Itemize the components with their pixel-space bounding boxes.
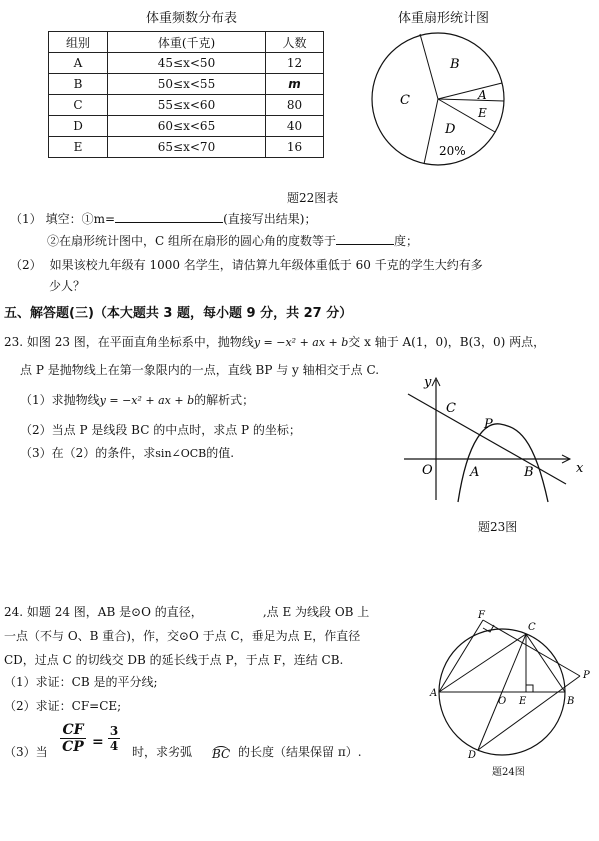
cell-group: D	[49, 116, 108, 137]
header-group: 组别	[49, 32, 108, 53]
pie-divider	[424, 99, 438, 164]
q23-line1b: 交 x 轴于 A(1，0)，B(3，0) 两点，	[348, 335, 546, 349]
q24-s3b: 时，求劣弧	[132, 745, 193, 759]
fraction-val-num: 3	[109, 724, 119, 738]
frequency-table	[48, 31, 324, 158]
label-f: F	[478, 610, 485, 621]
pie-label-e: E	[478, 106, 487, 120]
label-e: E	[519, 696, 527, 707]
q23-sub1	[20, 390, 254, 411]
q24-line1	[4, 602, 369, 622]
q23-s3-expr: sin∠OCB	[155, 447, 207, 460]
fig24-diagram	[428, 606, 596, 768]
pie-divider	[438, 99, 504, 101]
label-d: D	[468, 750, 477, 761]
header-count: 人数	[266, 32, 324, 53]
fraction-num: CF	[62, 722, 84, 738]
q24-sub2: （2）求证：CF=CE;	[4, 699, 122, 713]
table-row	[49, 95, 324, 116]
pie-label-d: D	[445, 122, 456, 137]
q24-line3: CD，过点 C 的切线交 DB 的延长线于点 P，于点 F，连结 CB.	[4, 653, 344, 667]
cell-group: B	[49, 74, 108, 95]
cell-count: 12	[266, 53, 324, 74]
pie-divider	[420, 34, 438, 99]
q22-num2: （2）	[10, 258, 42, 272]
q23-s3b: 的值.	[206, 446, 235, 460]
pie-divider	[438, 83, 502, 99]
q24-s3a: （3）当	[4, 745, 48, 759]
q24-line1a: 24. 如题 24 图，AB 是⊙O 的直径，	[4, 605, 203, 619]
q23-s1-formula: y = −x² + ax + b	[99, 394, 195, 407]
pie-chart	[360, 28, 520, 178]
table-row	[49, 116, 324, 137]
q23-sub3	[20, 443, 234, 464]
cell-group: A	[49, 53, 108, 74]
fraction-val-den: 4	[109, 739, 119, 753]
q24-line2: 一点（不与 O、B 重合)，作，交⊙O 于点 C，垂足为点 E，作直径	[4, 629, 361, 643]
q24-line1b: ,点 E 为线段 OB 上	[262, 605, 370, 619]
segment-ac	[439, 634, 526, 692]
q22-p2-line2: 少人？	[49, 279, 86, 293]
q24-s3c: 的长度（结果保留 π）.	[238, 745, 362, 759]
cell-count: m	[266, 74, 324, 95]
table-title: 体重频数分布表	[146, 11, 238, 26]
label-b: B	[524, 465, 534, 480]
pie-label-c: C	[400, 93, 410, 108]
q23-line1a: 23. 如图 23 图，在平面直角坐标系中，抛物线	[4, 335, 254, 349]
q24-sub1: （1）求证：CB 是的平分线;	[4, 675, 158, 689]
q22-part1b	[47, 231, 418, 251]
cell-count: 80	[266, 95, 324, 116]
answer-blank-m	[115, 210, 223, 223]
q22-part2	[10, 255, 483, 275]
cell-range: 55≤x<60	[108, 95, 266, 116]
label-p: P	[583, 670, 590, 681]
q22-p1b-tail: 度；	[394, 234, 419, 248]
fraction-eq: =	[92, 734, 104, 750]
q22-p1b-text: ②在扇形统计图中，C 组所在扇形的圆心角的度数等于	[47, 234, 336, 248]
cell-group: E	[49, 137, 108, 158]
q23-s3a: （3）在（2）的条件，求	[20, 446, 156, 460]
fig24-caption: 题24图	[492, 767, 525, 778]
right-angle-e	[526, 685, 533, 692]
header-weight: 体重(千克)	[108, 32, 266, 53]
pie-title: 体重扇形统计图	[398, 11, 490, 26]
cell-count: 16	[266, 137, 324, 158]
cell-range: 45≤x<50	[108, 53, 266, 74]
fraction-den: CP	[60, 738, 86, 755]
q23-sub2: （2）当点 P 是线段 BC 的中点时，求点 P 的坐标；	[20, 423, 301, 437]
label-o: O	[422, 463, 433, 478]
label-b: B	[567, 696, 575, 707]
pie-label-b: B	[450, 57, 460, 72]
cell-count: 40	[266, 116, 324, 137]
label-p: P	[484, 417, 493, 432]
q22-p1a-text: 填空：①m=	[45, 212, 116, 226]
q22-num1: （1）	[10, 212, 42, 226]
label-x: x	[576, 461, 584, 476]
table-row	[49, 137, 324, 158]
label-a: A	[470, 465, 480, 480]
label-o: O	[498, 696, 507, 707]
table-row	[49, 53, 324, 74]
q23-s1a: （1）求抛物线	[20, 393, 100, 407]
label-c: C	[528, 622, 536, 633]
label-y: y	[424, 375, 432, 390]
table-row	[49, 74, 324, 95]
fraction-3-4	[108, 724, 120, 753]
arc-bc: BC	[212, 747, 231, 761]
q23-line2: 点 P 是抛物线上在第一象限内的一点，直线 BP 与 y 轴相交于点 C.	[20, 363, 380, 377]
segment-af	[439, 620, 483, 692]
cell-range: 50≤x<55	[108, 74, 266, 95]
cell-range: 60≤x<65	[108, 116, 266, 137]
section-heading: 五、解答题(三)（本大题共 3 题，每小题 9 分，共 27 分）	[4, 306, 353, 321]
q22-part1a	[10, 209, 316, 229]
fraction-cf-cp	[60, 722, 86, 755]
q23-line1	[4, 332, 545, 353]
pie-label-a: A	[478, 88, 487, 102]
q23-s1b: 的解析式；	[194, 393, 255, 407]
segment-cb	[526, 634, 565, 692]
label-c: C	[446, 401, 456, 416]
fig23-caption: 题23图	[478, 520, 518, 534]
answer-blank-angle	[336, 232, 394, 245]
label-a: A	[430, 688, 438, 699]
fig23-diagram	[398, 372, 594, 512]
cell-range: 65≤x<70	[108, 137, 266, 158]
table-header-row	[49, 32, 324, 53]
cell-group: C	[49, 95, 108, 116]
parabola	[458, 424, 548, 502]
q22-p2-line1: 如果该校九年级有 1000 名学生，请估算九年级体重低于 60 千克的学生大约有多	[49, 258, 483, 272]
pie-d-percent: 20%	[439, 144, 466, 158]
q22-p1a-tail: (直接写出结果)；	[223, 212, 317, 226]
q23-formula: y = −x² + ax + b	[253, 336, 349, 349]
fig22-caption: 题22图表	[287, 191, 339, 205]
